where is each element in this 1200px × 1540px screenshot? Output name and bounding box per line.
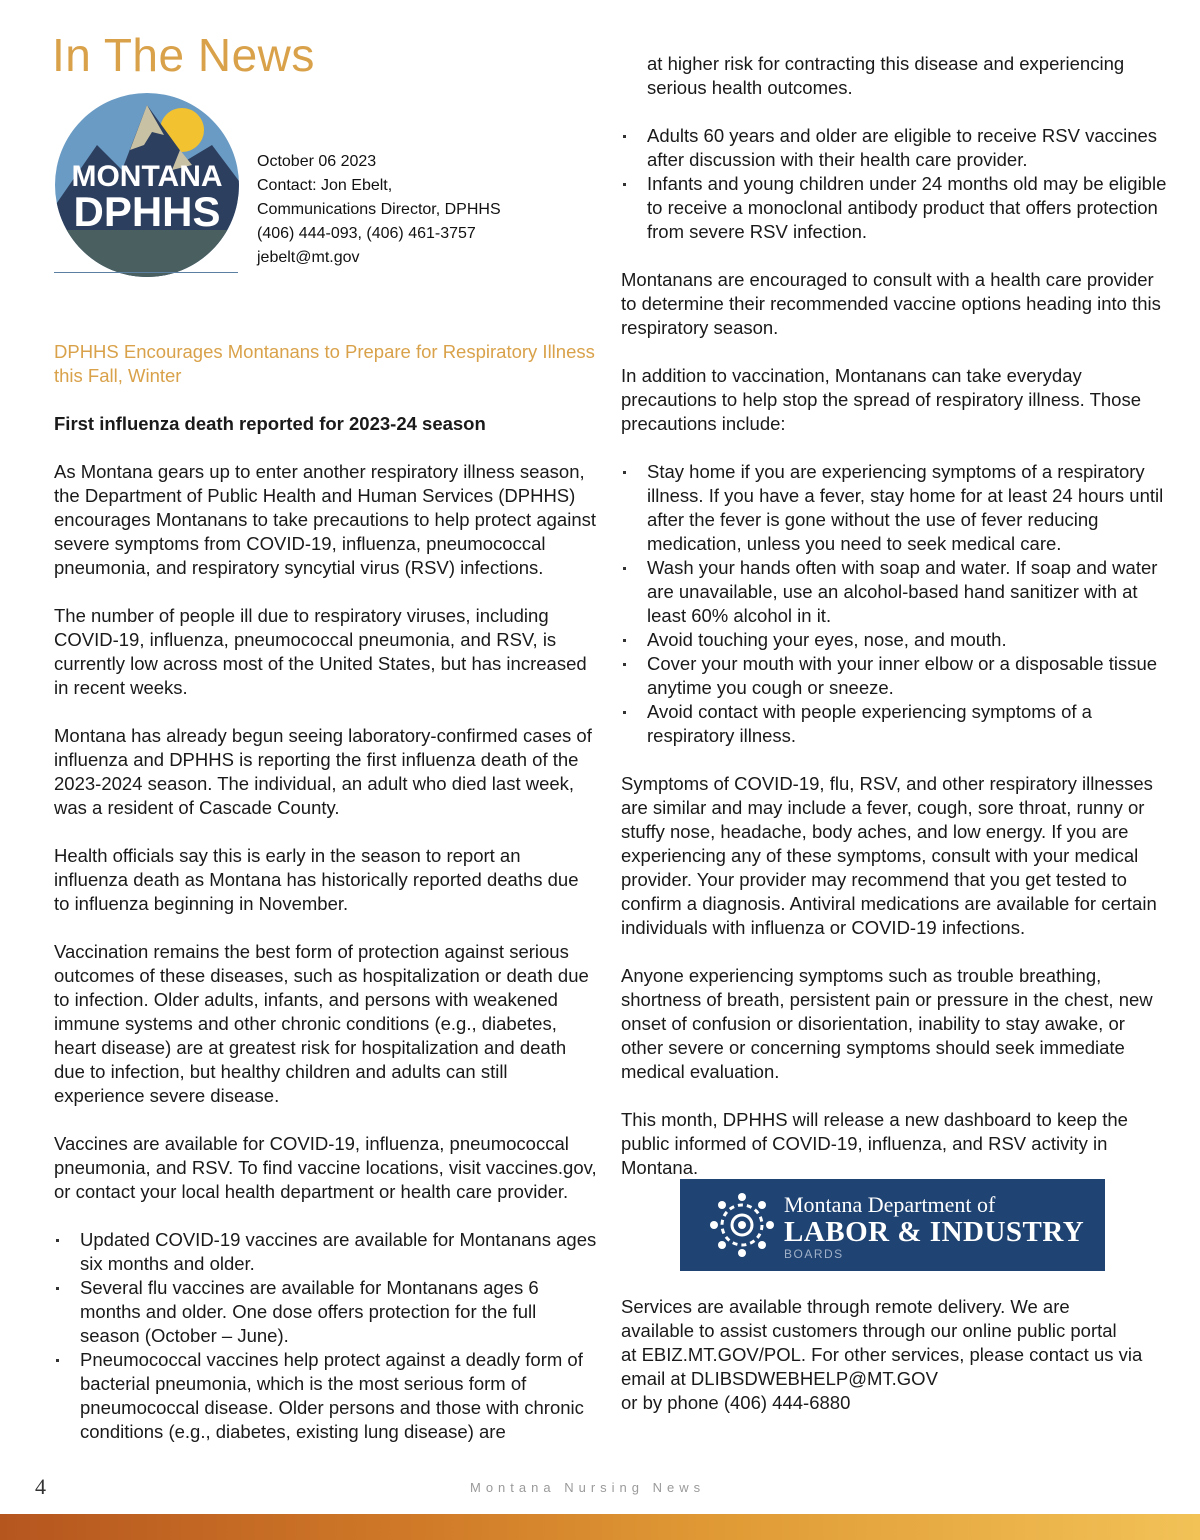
article-subhead: First influenza death reported for 2023-24 season [54,413,486,434]
list-item: Wash your hands often with soap and water. If soap and water are unavailable, use an alcohol-based hand sanitizer with at least 60% alcohol in it. [621,556,1169,628]
list-item: Cover your mouth with your inner elbow or a disposable tissue anytime you cough or sneeze. [621,652,1169,700]
services-line: at EBIZ.MT.GOV/POL. For other services, please contact us via [621,1344,1143,1365]
dli-logo-line3: BOARDS [784,1247,844,1261]
list-item: Avoid touching your eyes, nose, and mouth. [621,628,1169,652]
page-number: 4 [35,1474,46,1499]
paragraph-4: Health officials say this is early in the season to report an influenza death as Montana has historically reported deaths due to influenza beginning in November. [54,845,579,914]
section-title: In The News [52,29,315,81]
services-line: email at DLIBSDWEBHELP@MT.GOV [621,1368,938,1389]
logo-text-dphhs: DPHHS [73,188,221,235]
paragraph-1: As Montana gears up to enter another respiratory illness season, the Department of Public Health and Human Services (DPHHS) encourages Montanans to take precautions to help protect against severe symptoms from COVID-19, influenza, pneumococcal pneumonia, and respiratory syncytial virus (RSV) infections. [54,461,596,578]
article-right-column [621,52,1169,1204]
paragraph-5: Vaccination remains the best form of protection against serious outcomes of these diseases, such as hospitalization or death due to infection. Older adults, infants, and persons with weakened immune systems and other chronic conditions (e.g., diabetes, heart disease) are at greatest risk for hospitalization and death due to infection, but healthy children and adults can still experience severe disease. [54,941,589,1106]
logo-text-montana: MONTANA [71,160,223,193]
paragraph-10: Anyone experiencing symptoms such as trouble breathing, shortness of breath, persistent pain or pressure in the chest, new onset of confusion or disorientation, inability to stay awake, or other severe or concerning symptoms should seek immediate medical evaluation. [621,965,1153,1082]
bullet-continuation: at higher risk for contracting this disease and experiencing serious health outcomes. [647,53,1125,98]
list-item: Avoid contact with people experiencing symptoms of a respiratory illness. [621,700,1169,748]
logo-underline [54,272,238,273]
paragraph-6: Vaccines are available for COVID-19, influenza, pneumococcal pneumonia, and RSV. To find vaccine locations, visit vaccines.gov, or contact your local health department or health care provider. [54,1133,597,1202]
list-item: Updated COVID-19 vaccines are available for Montanans ages six months and older. [54,1228,599,1276]
dphhs-logo [52,90,242,280]
precaution-bullet-list [621,460,1169,748]
paragraph-9: Symptoms of COVID-19, flu, RSV, and other respiratory illnesses are similar and may include a fever, cough, sore throat, runny or stuffy nose, headache, body aches, and low energy. If you are experiencing any of these symptoms, consult with your medical provider. Your provider may recommend that you get tested to confirm a diagnosis. Antiviral medications are available for certain individuals with influenza or COVID-19 infections. [621,773,1157,938]
list-item: Several flu vaccines are available for Montanans ages 6 months and older. One dose offers protection for the full season (October – June). [54,1276,599,1348]
services-line: or by phone (406) 444-6880 [621,1392,851,1413]
vaccine-bullet-list-continued [621,124,1169,244]
list-item: Infants and young children under 24 months old may be eligible to receive a monoclonal antibody product that offers protection from severe RSV infection. [621,172,1169,244]
publication-name: Montana Nursing News [470,1480,706,1495]
vaccine-bullet-list [54,1228,599,1444]
dli-logo-line1: Montana Department of [784,1192,996,1217]
list-item: Adults 60 years and older are eligible to receive RSV vaccines after discussion with their health care provider. [621,124,1169,172]
footer-bar [0,1514,1200,1540]
labor-industry-logo [680,1179,1105,1271]
services-line: Services are available through remote delivery. We are [621,1296,1070,1317]
paragraph-7: Montanans are encouraged to consult with a health care provider to determine their recommended vaccine options heading into this respiratory season. [621,269,1161,338]
contact-name: Contact: Jon Ebelt, [257,177,393,194]
article-left-column [54,340,599,1468]
dli-logo-line2: LABOR & INDUSTRY [784,1216,1085,1248]
list-item: Pneumococcal vaccines help protect against a deadly form of bacterial pneumonia, which is the most serious form of pneumococcal disease. Older persons and those with chronic conditions (e.g., diabetes, existing lung disease) are [54,1348,599,1444]
contact-phone: (406) 444-093, (406) 461-3757 [257,225,476,242]
paragraph-3: Montana has already begun seeing laboratory-confirmed cases of influenza and DPHHS is reporting the first influenza death of the 2023-2024 season. The individual, an adult who died last week, was a resident of Cascade County. [54,725,592,818]
contact-title: Communications Director, DPHHS [257,201,501,218]
services-note [621,1295,1181,1415]
contact-date: October 06 2023 [257,153,377,170]
paragraph-8: In addition to vaccination, Montanans can take everyday precautions to help stop the spread of respiratory illness. Those precautions include: [621,365,1142,434]
gear-emblem-icon [708,1191,776,1259]
paragraph-11: This month, DPHHS will release a new dashboard to keep the public informed of COVID-19, influenza, and RSV activity in Montana. [621,1109,1128,1178]
paragraph-2: The number of people ill due to respiratory viruses, including COVID-19, influenza, pneumococcal pneumonia, and RSV, is currently low across most of the United States, but has increased in recent weeks. [54,605,587,698]
contact-block [257,150,501,270]
services-line: available to assist customers through our online public portal [621,1320,1117,1341]
list-item: Stay home if you are experiencing symptoms of a respiratory illness. If you have a fever, stay home for at least 24 hours until after the fever is gone without the use of fever reducing medication, unless you need to seek medical care. [621,460,1169,556]
article-headline: DPHHS Encourages Montanans to Prepare for Respiratory Illness this Fall, Winter [54,341,595,386]
contact-email: jebelt@mt.gov [257,249,360,266]
